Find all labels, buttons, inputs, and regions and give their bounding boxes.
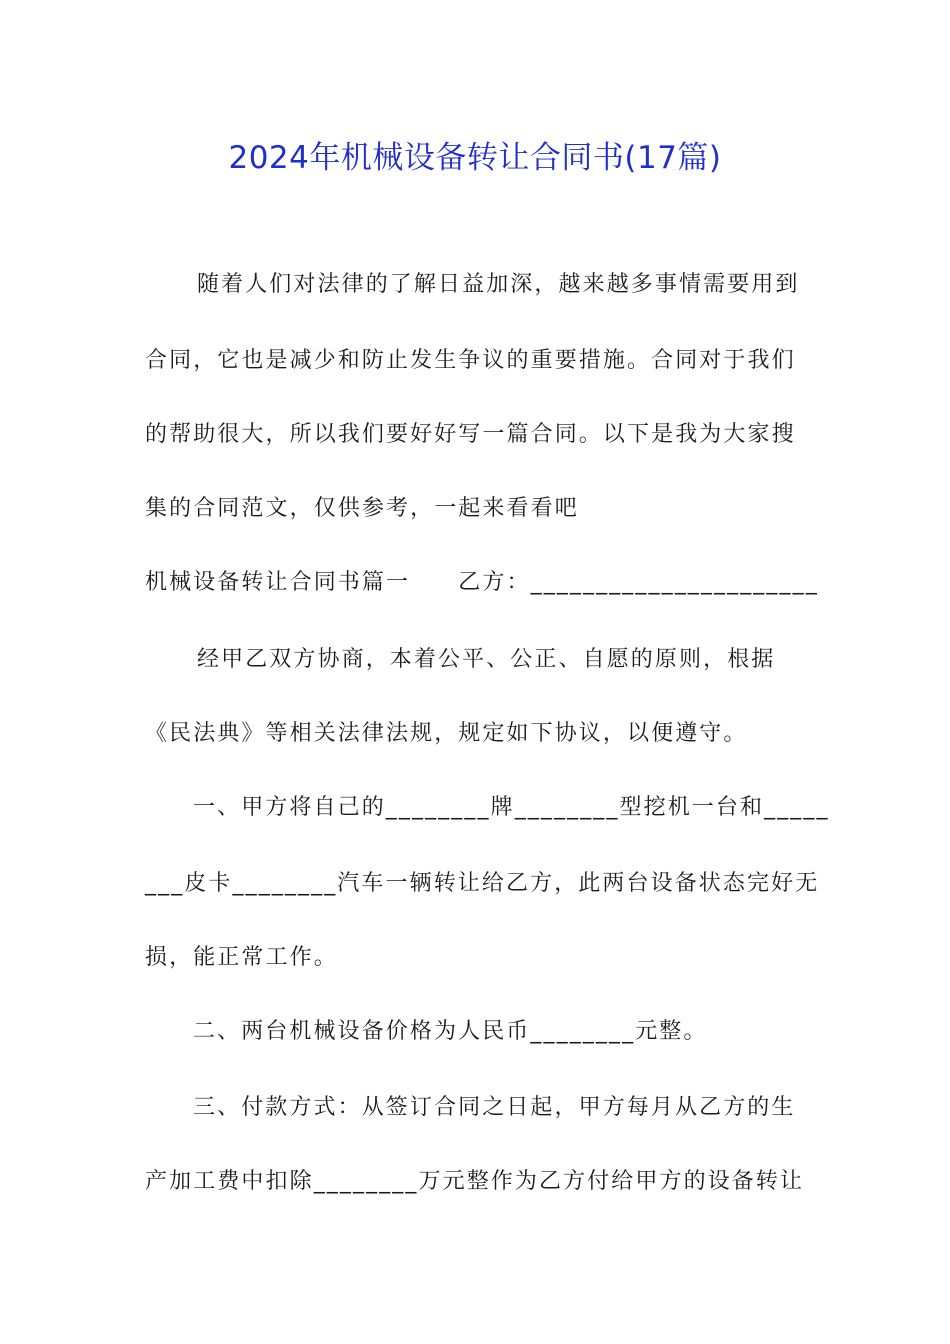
paragraph-line: 经甲乙双方协商，本着公平、公正、自愿的原则，根据	[197, 647, 776, 672]
paragraph-line: 《民法典》等相关法律法规，规定如下协议，以便遵守。	[145, 721, 748, 746]
clause-line: 二、两台机械设备价格为人民币________元整。	[193, 1019, 708, 1044]
clause-line: 一、甲方将自己的________牌________型挖机一台和_____	[193, 795, 830, 820]
paragraph-line: 的帮助很大，所以我们要好好写一篇合同。以下是我为大家搜	[145, 422, 796, 447]
clause-line: 损，能正常工作。	[145, 945, 338, 970]
clause-line: ___皮卡________汽车一辆转让给乙方，此两台设备状态完好无	[145, 871, 820, 896]
clause-line: 产加工费中扣除________万元整作为乙方付给甲方的设备转让	[145, 1169, 805, 1194]
paragraph-line: 合同，它也是减少和防止发生争议的重要措施。合同对于我们	[145, 348, 796, 373]
clause-line: 三、付款方式：从签订合同之日起，甲方每月从乙方的生	[193, 1095, 796, 1120]
document-title: 2024年机械设备转让合同书(17篇)	[228, 140, 722, 176]
paragraph-line: 随着人们对法律的了解日益加深，越来越多事情需要用到	[197, 272, 800, 297]
section-heading-line: 机械设备转让合同书篇一 乙方：______________________	[145, 570, 819, 595]
paragraph-line: 集的合同范文，仅供参考，一起来看看吧	[145, 496, 579, 521]
